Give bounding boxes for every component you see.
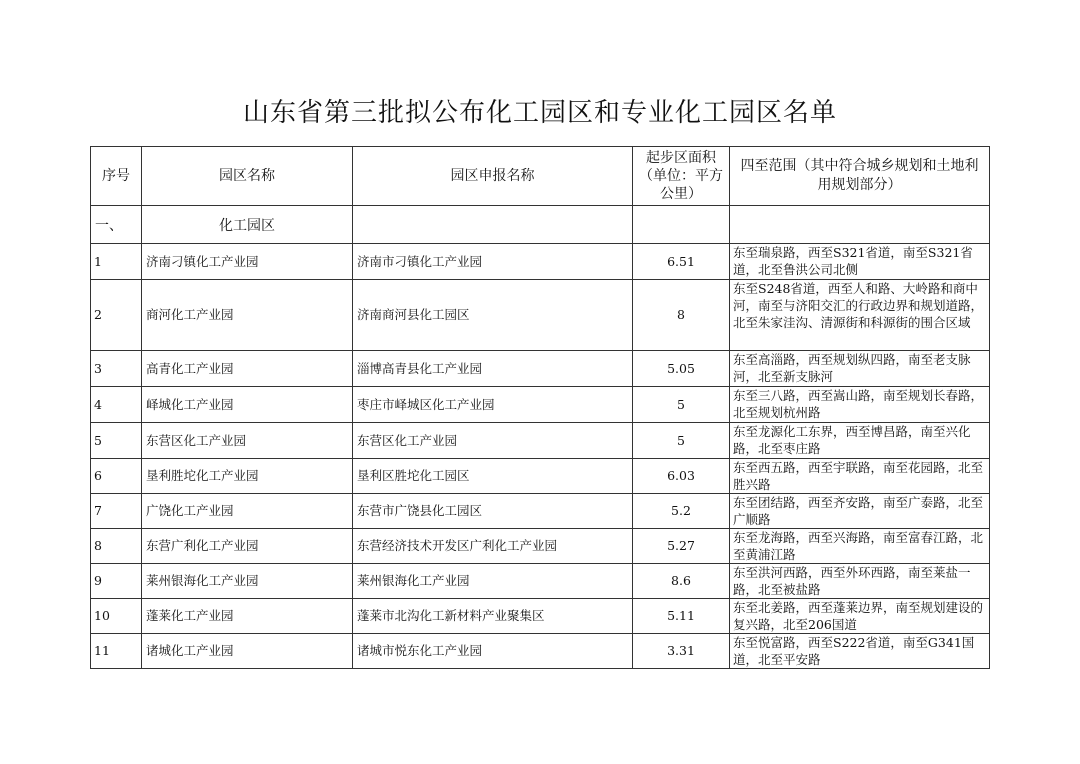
row-applied-name: 东营经济技术开发区广利化工产业园: [353, 529, 633, 564]
row-applied-name: 济南商河县化工园区: [353, 280, 633, 351]
row-park-name: 垦利胜坨化工产业园: [142, 459, 353, 494]
row-start-area: 6.51: [633, 244, 730, 280]
row-boundary: 东至北姜路，西至蓬莱边界，南至规划建设的复兴路，北至206国道: [730, 599, 990, 634]
row-boundary: 东至S248省道，西至人和路、大岭路和商中河，南至与济阳交汇的行政边界和规划道路，北至朱家洼沟、清源街和科源街的围合区域: [730, 280, 990, 351]
row-applied-name: 垦利区胜坨化工园区: [353, 459, 633, 494]
row-boundary: 东至团结路，西至齐安路，南至广泰路，北至广顺路: [730, 494, 990, 529]
table-row: [91, 244, 990, 280]
row-start-area: 8.6: [633, 564, 730, 599]
row-serial-no: 11: [91, 634, 142, 669]
row-park-name: 峄城化工产业园: [142, 387, 353, 423]
row-serial-no: 5: [91, 423, 142, 459]
park-list-table: [90, 146, 990, 669]
header-park-name: 园区名称: [142, 147, 353, 206]
row-applied-name: 东营区化工产业园: [353, 423, 633, 459]
header-start-area: 起步区面积（单位：平方公里）: [633, 147, 730, 206]
row-boundary: 东至瑞泉路，西至S321省道，南至S321省道，北至鲁洪公司北侧: [730, 244, 990, 280]
table-row: [91, 459, 990, 494]
page-title: 山东省第三批拟公布化工园区和专业化工园区名单: [242, 98, 837, 128]
row-park-name: 广饶化工产业园: [142, 494, 353, 529]
row-applied-name: 蓬莱市北沟化工新材料产业聚集区: [353, 599, 633, 634]
row-park-name: 济南刁镇化工产业园: [142, 244, 353, 280]
table-row: [91, 634, 990, 669]
table-row: [91, 494, 990, 529]
row-serial-no: 10: [91, 599, 142, 634]
row-park-name: 东营广利化工产业园: [142, 529, 353, 564]
header-applied-name: 园区申报名称: [353, 147, 633, 206]
row-serial-no: 9: [91, 564, 142, 599]
row-boundary: 东至悦富路，西至S222省道，南至G341国道，北至平安路: [730, 634, 990, 669]
row-serial-no: 6: [91, 459, 142, 494]
table-row: [91, 280, 990, 351]
row-boundary: 东至西五路，西至宇联路，南至花园路，北至胜兴路: [730, 459, 990, 494]
row-serial-no: 2: [91, 280, 142, 351]
empty-cell: [353, 206, 633, 244]
row-start-area: 5: [633, 423, 730, 459]
row-boundary: 东至龙海路，西至兴海路，南至富春江路，北至黄浦江路: [730, 529, 990, 564]
table-header-row: [91, 147, 990, 206]
row-park-name: 蓬莱化工产业园: [142, 599, 353, 634]
row-serial-no: 4: [91, 387, 142, 423]
section-number: 一、: [91, 206, 142, 244]
row-serial-no: 3: [91, 351, 142, 387]
row-start-area: 5.11: [633, 599, 730, 634]
header-serial-no: 序号: [91, 147, 142, 206]
row-serial-no: 1: [91, 244, 142, 280]
row-serial-no: 8: [91, 529, 142, 564]
section-label: 化工园区: [142, 206, 353, 244]
row-start-area: 5: [633, 387, 730, 423]
row-applied-name: 济南市刁镇化工产业园: [353, 244, 633, 280]
row-park-name: 高青化工产业园: [142, 351, 353, 387]
empty-cell: [730, 206, 990, 244]
row-applied-name: 枣庄市峄城区化工产业园: [353, 387, 633, 423]
table-row: [91, 387, 990, 423]
header-boundary: 四至范围（其中符合城乡规划和土地利用规划部分）: [730, 147, 990, 206]
table-row: [91, 599, 990, 634]
table-row: [91, 529, 990, 564]
row-applied-name: 诸城市悦东化工产业园: [353, 634, 633, 669]
row-park-name: 东营区化工产业园: [142, 423, 353, 459]
row-start-area: 5.2: [633, 494, 730, 529]
row-boundary: 东至三八路，西至嵩山路，南至规划长春路，北至规划杭州路: [730, 387, 990, 423]
row-boundary: 东至龙源化工东界，西至博昌路，南至兴化路，北至枣庄路: [730, 423, 990, 459]
row-boundary: 东至洪河西路，西至外环西路，南至莱盐一路，北至被盐路: [730, 564, 990, 599]
table-row: [91, 564, 990, 599]
row-start-area: 6.03: [633, 459, 730, 494]
section-row: [91, 206, 990, 244]
empty-cell: [633, 206, 730, 244]
row-boundary: 东至高淄路，西至规划纵四路，南至老支脉河，北至新支脉河: [730, 351, 990, 387]
table-row: [91, 351, 990, 387]
row-start-area: 8: [633, 280, 730, 351]
row-applied-name: 莱州银海化工产业园: [353, 564, 633, 599]
row-applied-name: 淄博高青县化工产业园: [353, 351, 633, 387]
row-serial-no: 7: [91, 494, 142, 529]
row-park-name: 莱州银海化工产业园: [142, 564, 353, 599]
row-start-area: 5.27: [633, 529, 730, 564]
row-applied-name: 东营市广饶县化工园区: [353, 494, 633, 529]
row-park-name: 商河化工产业园: [142, 280, 353, 351]
row-start-area: 3.31: [633, 634, 730, 669]
row-park-name: 诸城化工产业园: [142, 634, 353, 669]
table-row: [91, 423, 990, 459]
row-start-area: 5.05: [633, 351, 730, 387]
